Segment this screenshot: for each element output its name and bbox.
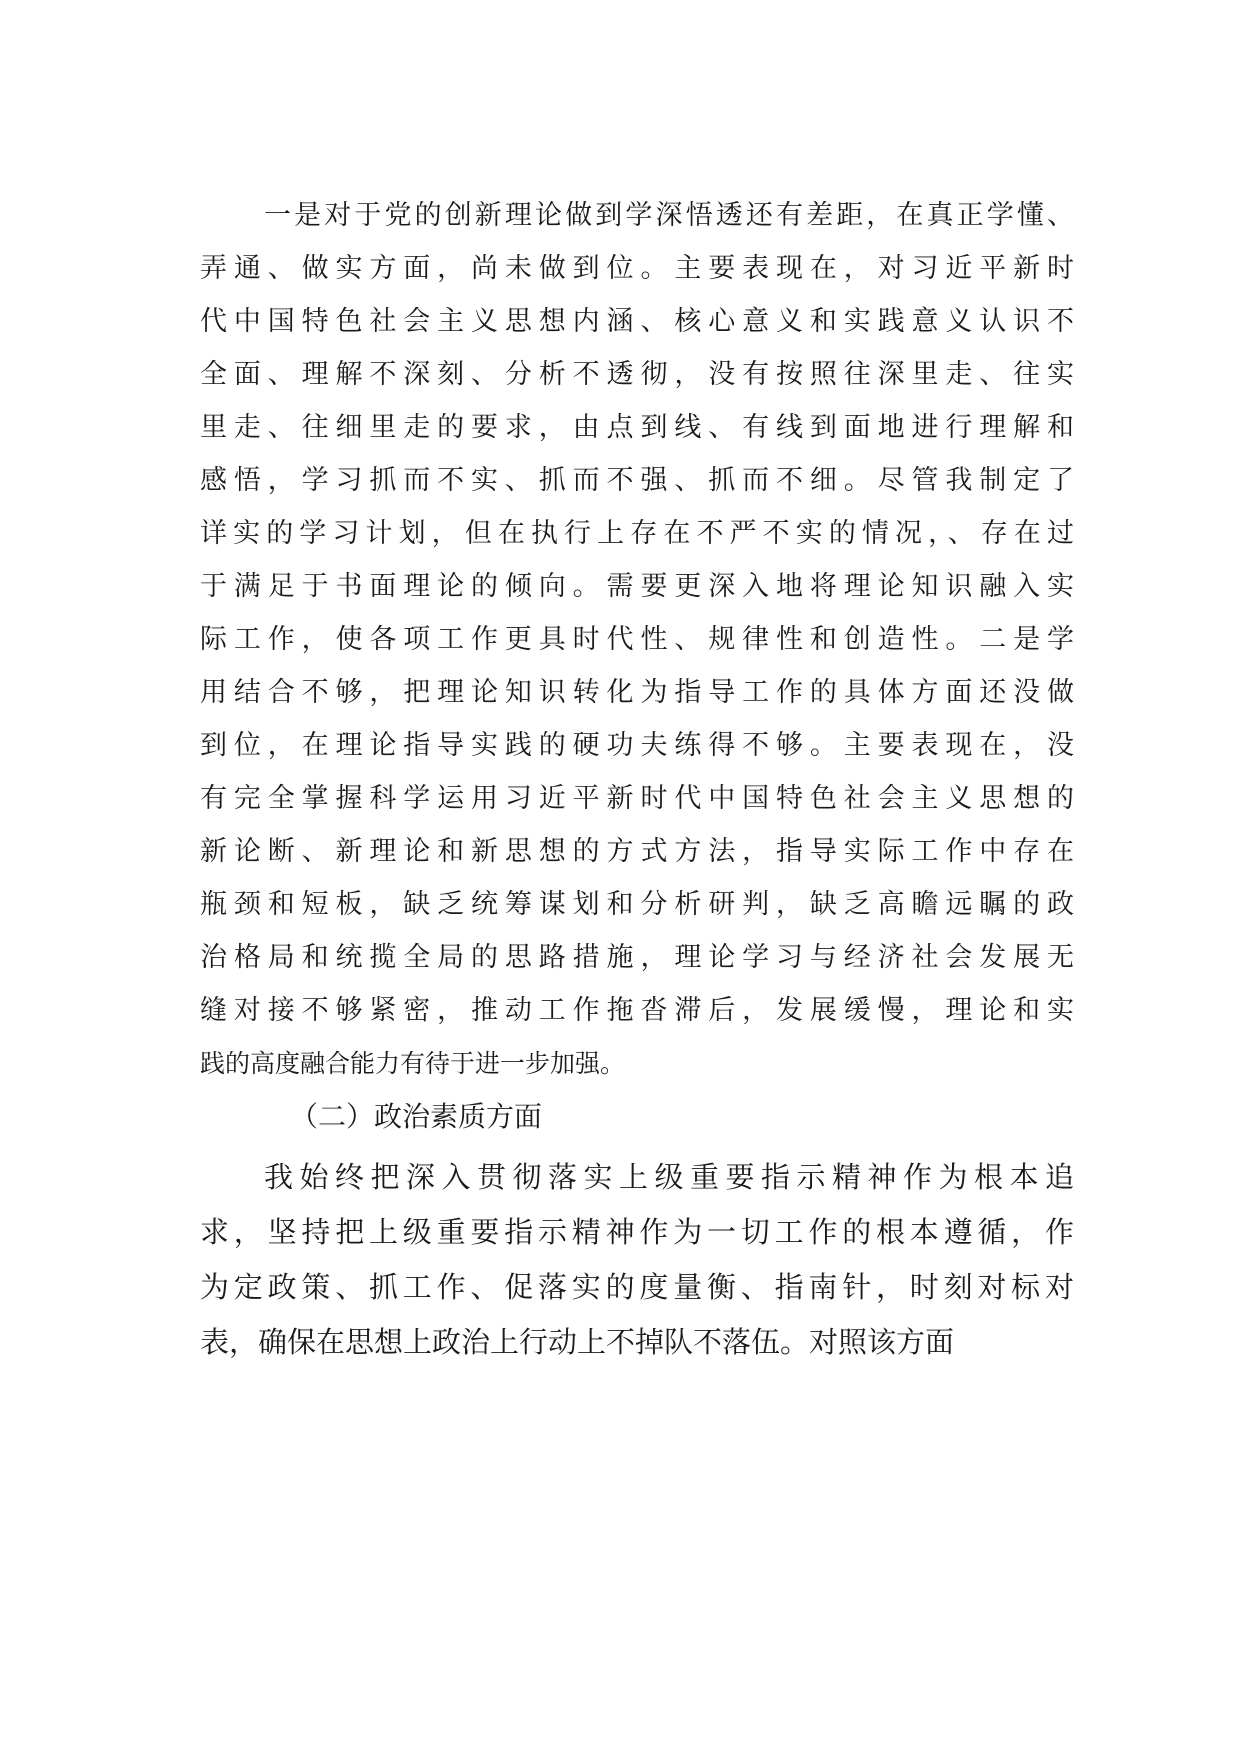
paragraph-line: 求，坚持把上级重要指示精神作为一切工作的根本遵循，作 [200,1215,1074,1249]
paragraph-line: 新论断、新理论和新思想的方式方法，指导实际工作中存在 [200,836,1074,867]
paragraph-line: 详实的学习计划，但在执行上存在不严不实的情况，、存在过 [200,518,1074,549]
paragraph-line: 践的高度融合能力有待于进一步加强。 [200,1049,626,1078]
paragraph-line: 一是对于党的创新理论做到学深悟透还有差距，在真正学懂、 [264,200,1074,231]
paragraph-line: 表，确保在思想上政治上行动上不掉队不落伍。对照该方面 [200,1325,955,1359]
paragraph-line: 全面、理解不深刻、分析不透彻，没有按照往深里走、往实 [200,359,1074,390]
paragraph-line: 到位，在理论指导实践的硬功夫练得不够。主要表现在，没 [200,730,1074,761]
paragraph-line: 缝对接不够紧密，推动工作拖沓滞后，发展缓慢，理论和实 [200,995,1074,1026]
paragraph-line: 治格局和统揽全局的思路措施，理论学习与经济社会发展无 [200,942,1074,973]
paragraph-line: 瓶颈和短板，缺乏统筹谋划和分析研判，缺乏高瞻远瞩的政 [200,889,1074,920]
paragraph-line: 于满足于书面理论的倾向。需要更深入地将理论知识融入实 [200,571,1074,602]
paragraph-line: 用结合不够，把理论知识转化为指导工作的具体方面还没做 [200,677,1074,708]
paragraph-line: 弄通、做实方面，尚未做到位。主要表现在，对习近平新时 [200,253,1074,284]
paragraph-line: 我始终把深入贯彻落实上级重要指示精神作为根本追 [264,1160,1074,1194]
paragraph-line: 为定政策、抓工作、促落实的度量衡、指南针，时刻对标对 [200,1270,1074,1304]
paragraph-line: 际工作，使各项工作更具时代性、规律性和创造性。二是学 [200,624,1074,655]
paragraph-line: 里走、往细里走的要求，由点到线、有线到面地进行理解和 [200,412,1074,443]
section-heading: （二）政治素质方面 [290,1100,543,1133]
paragraph-line: 有完全掌握科学运用习近平新时代中国特色社会主义思想的 [200,783,1074,814]
paragraph-line: 感悟，学习抓而不实、抓而不强、抓而不细。尽管我制定了 [200,465,1074,496]
paragraph-line: 代中国特色社会主义思想内涵、核心意义和实践意义认识不 [200,306,1074,337]
